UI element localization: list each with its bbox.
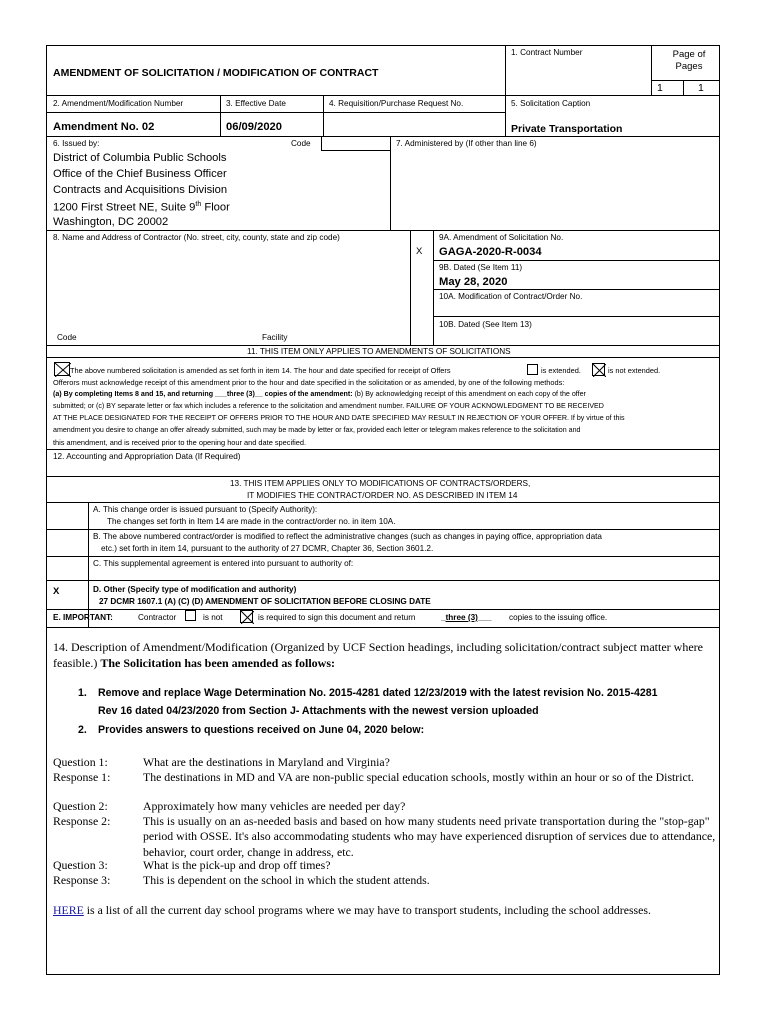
item11-line-6: amendment you desire to change an offer already submitted, such may be made by letter or fax, provided each letter or telegram makes reference to the solicitation and — [53, 426, 581, 434]
amendment-number: Amendment No. 02 — [53, 121, 155, 133]
here-link[interactable]: HERE — [53, 903, 84, 917]
mod-10a-label: 10A. Modification of Contract/Order No. — [439, 292, 583, 301]
dated-9b-label: 9B. Dated (Se Item 11) — [439, 263, 523, 272]
item13-c: C. This supplemental agreement is entered into pursuant to authority of: — [93, 559, 354, 568]
important-copies: _three (3)___ — [441, 613, 492, 622]
page-current: 1 — [657, 82, 663, 94]
item13-b-line-1: B. The above numbered contract/order is modified to reflect the administrative changes (such as changes in paying office, appropriation data — [93, 532, 602, 541]
qa-text: This is dependent on the school in which the student attends. — [143, 873, 430, 887]
item11-line-3: (a) By completing Items 8 and 15, and returning ___three (3)__ copies of the amendment: (b) By acknowledging receipt of this amendment on each copy of the offer — [53, 390, 586, 398]
qa-text: Approximately how many vehicles are needed per day? — [143, 799, 406, 813]
solicitation-caption-label: 5. Solicitation Caption — [511, 99, 591, 108]
issued-by-line-5: Washington, DC 20002 — [53, 216, 169, 228]
item14-intro: 14. Description of Amendment/Modification (Organized by UCF Section headings, including solicitation/contract subject matter where feasible.) The Solicitation has been amended as follows: — [53, 640, 703, 670]
item11-text-a: The above numbered solicitation is amended as set forth in item 14. The hour and date specified for receipt of Offers — [70, 366, 451, 375]
facility-label: Facility — [262, 333, 288, 342]
qa-label: Question 3: — [53, 858, 108, 872]
item11-line-2: Offerors must acknowledge receipt of this amendment prior to the hour and date specified in the solicitation or as amended, by one of the following methods: — [53, 378, 565, 387]
qa-text: What is the pick-up and drop off times? — [143, 858, 331, 872]
item13-d-line-2: 27 DCMR 1607.1 (A) (C) (D) AMENDMENT OF SOLICITATION BEFORE CLOSING DATE — [99, 597, 431, 606]
effective-date-label: 3. Effective Date — [226, 99, 286, 108]
item11-line-5: AT THE PLACE DESIGNATED FOR THE RECEIPT OF OFFERS PRIOR TO THE HOUR AND DATE SPECIFIED MAY RESULT IN REJECTION OF YOUR OFFER. If by virtue of this — [53, 414, 625, 422]
amendment-checkmark: X — [416, 246, 423, 257]
dated-10b-label: 10B. Dated (See Item 13) — [439, 320, 532, 329]
contractor-label: 8. Name and Address of Contractor (No. street, city, county, state and zip code) — [53, 233, 340, 242]
amendment-2-num: 2. — [78, 724, 87, 736]
amendment-number-label: 2. Amendment/Modification Number — [53, 99, 184, 108]
here-paragraph: HERE is a list of all the current day school programs where we may have to transport students, including the school addresses. — [53, 903, 651, 917]
contractor-is-not-checkbox[interactable] — [185, 610, 196, 621]
issued-by-line-1: District of Columbia Public Schools — [53, 152, 227, 164]
extended-label: is extended. — [541, 366, 581, 375]
item11-header: 11. THIS ITEM ONLY APPLIES TO AMENDMENTS OF SOLICITATIONS — [247, 347, 511, 356]
item11-amended-checkbox[interactable] — [54, 362, 70, 376]
contractor-is-required-checkbox[interactable] — [240, 610, 253, 623]
item13-d-mark: X — [53, 586, 60, 597]
amendment-1-num: 1. — [78, 687, 87, 699]
item13-a-line-1: A. This change order is issued pursuant to (Specify Authority): — [93, 505, 318, 514]
amendment-solicitation-label: 9A. Amendment of Solicitation No. — [439, 233, 564, 242]
page-total: 1 — [698, 82, 704, 94]
requisition-label: 4. Requisition/Purchase Request No. — [329, 99, 464, 108]
issued-by-line-4: 1200 First Street NE, Suite 9th Floor — [53, 201, 230, 214]
qa-label: Response 1: — [53, 770, 111, 784]
dated-9b: May 28, 2020 — [439, 276, 508, 288]
qa-label: Question 2: — [53, 799, 108, 813]
form-title: AMENDMENT OF SOLICITATION / MODIFICATION OF CONTRACT — [53, 67, 379, 79]
amendment-2-line-1: Provides answers to questions received on June 04, 2020 below: — [98, 724, 425, 736]
item13-header-1: 13. THIS ITEM APPLIES ONLY TO MODIFICATIONS OF CONTRACTS/ORDERS, — [230, 479, 531, 488]
page-of-pages-label: Page of Pages — [672, 49, 706, 73]
code-bottom-label: Code — [57, 333, 77, 342]
item11-line-4: submitted; or (c) BY separate letter or fax which includes a reference to the solicitation and amendment number. FAILURE OF YOUR ACKNOWLEDGMENT TO BE RECEIVED — [53, 402, 604, 410]
qa-text: This is usually on an as-needed basis and based on how many students need private transportation during the "stop-gap" period with OSSE. It's also accommodating students who may have experienced disruption of services due to attendance, behavior, court order, change in address, etc. — [143, 814, 716, 859]
amendment-solicitation-no: GAGA-2020-R-0034 — [439, 246, 542, 258]
item13-a-line-2: The changes set forth in Item 14 are made in the contract/order no. in item 10A. — [107, 517, 396, 526]
administered-by-label: 7. Administered by (If other than line 6) — [396, 139, 537, 148]
important-copies-end: copies to the issuing office. — [509, 613, 608, 622]
code-label: Code — [291, 139, 311, 148]
not-extended-checkbox[interactable] — [592, 363, 605, 376]
item13-d-line-1: D. Other (Specify type of modification and authority) — [93, 585, 297, 594]
extended-checkbox[interactable] — [527, 364, 538, 375]
item13-header-2: IT MODIFIES THE CONTRACT/ORDER NO. AS DESCRIBED IN ITEM 14 — [247, 491, 518, 500]
item12-label: 12. Accounting and Appropriation Data (If Required) — [53, 452, 241, 461]
not-extended-label: is not extended. — [608, 366, 661, 375]
issued-by-line-2: Office of the Chief Business Officer — [53, 168, 227, 180]
important-is-not: is not — [203, 613, 223, 622]
important-label: E. IMPORTANT: — [53, 613, 113, 622]
item13-b-line-2: etc.) set forth in item 14, pursuant to the authority of 27 DCMR, Chapter 36, Section 3601.2. — [101, 544, 434, 553]
qa-label: Response 2: — [53, 814, 111, 828]
issued-by-line-3: Contracts and Acquisitions Division — [53, 184, 228, 196]
contract-number-label: 1. Contract Number — [511, 48, 583, 57]
issued-by-label: 6. Issued by: — [53, 139, 100, 148]
important-contractor: Contractor — [138, 613, 177, 622]
qa-text: The destinations in MD and VA are non-public special education schools, mostly within an hour or so of the District. — [143, 770, 694, 784]
item11-line-7: this amendment, and is received prior to the opening hour and date specified. — [53, 438, 307, 447]
effective-date: 06/09/2020 — [226, 121, 282, 133]
qa-label: Response 3: — [53, 873, 111, 887]
qa-label: Question 1: — [53, 755, 108, 769]
qa-text: What are the destinations in Maryland and Virginia? — [143, 755, 390, 769]
amendment-1-line-1: Remove and replace Wage Determination No. 2015-4281 dated 12/23/2019 with the latest revision No. 2015-4281 — [98, 687, 658, 699]
solicitation-caption: Private Transportation — [511, 123, 623, 135]
amendment-1-line-2: Rev 16 dated 04/23/2020 from Section J- Attachments with the newest version uploaded — [98, 705, 539, 717]
important-required: is required to sign this document and return — [258, 613, 416, 622]
